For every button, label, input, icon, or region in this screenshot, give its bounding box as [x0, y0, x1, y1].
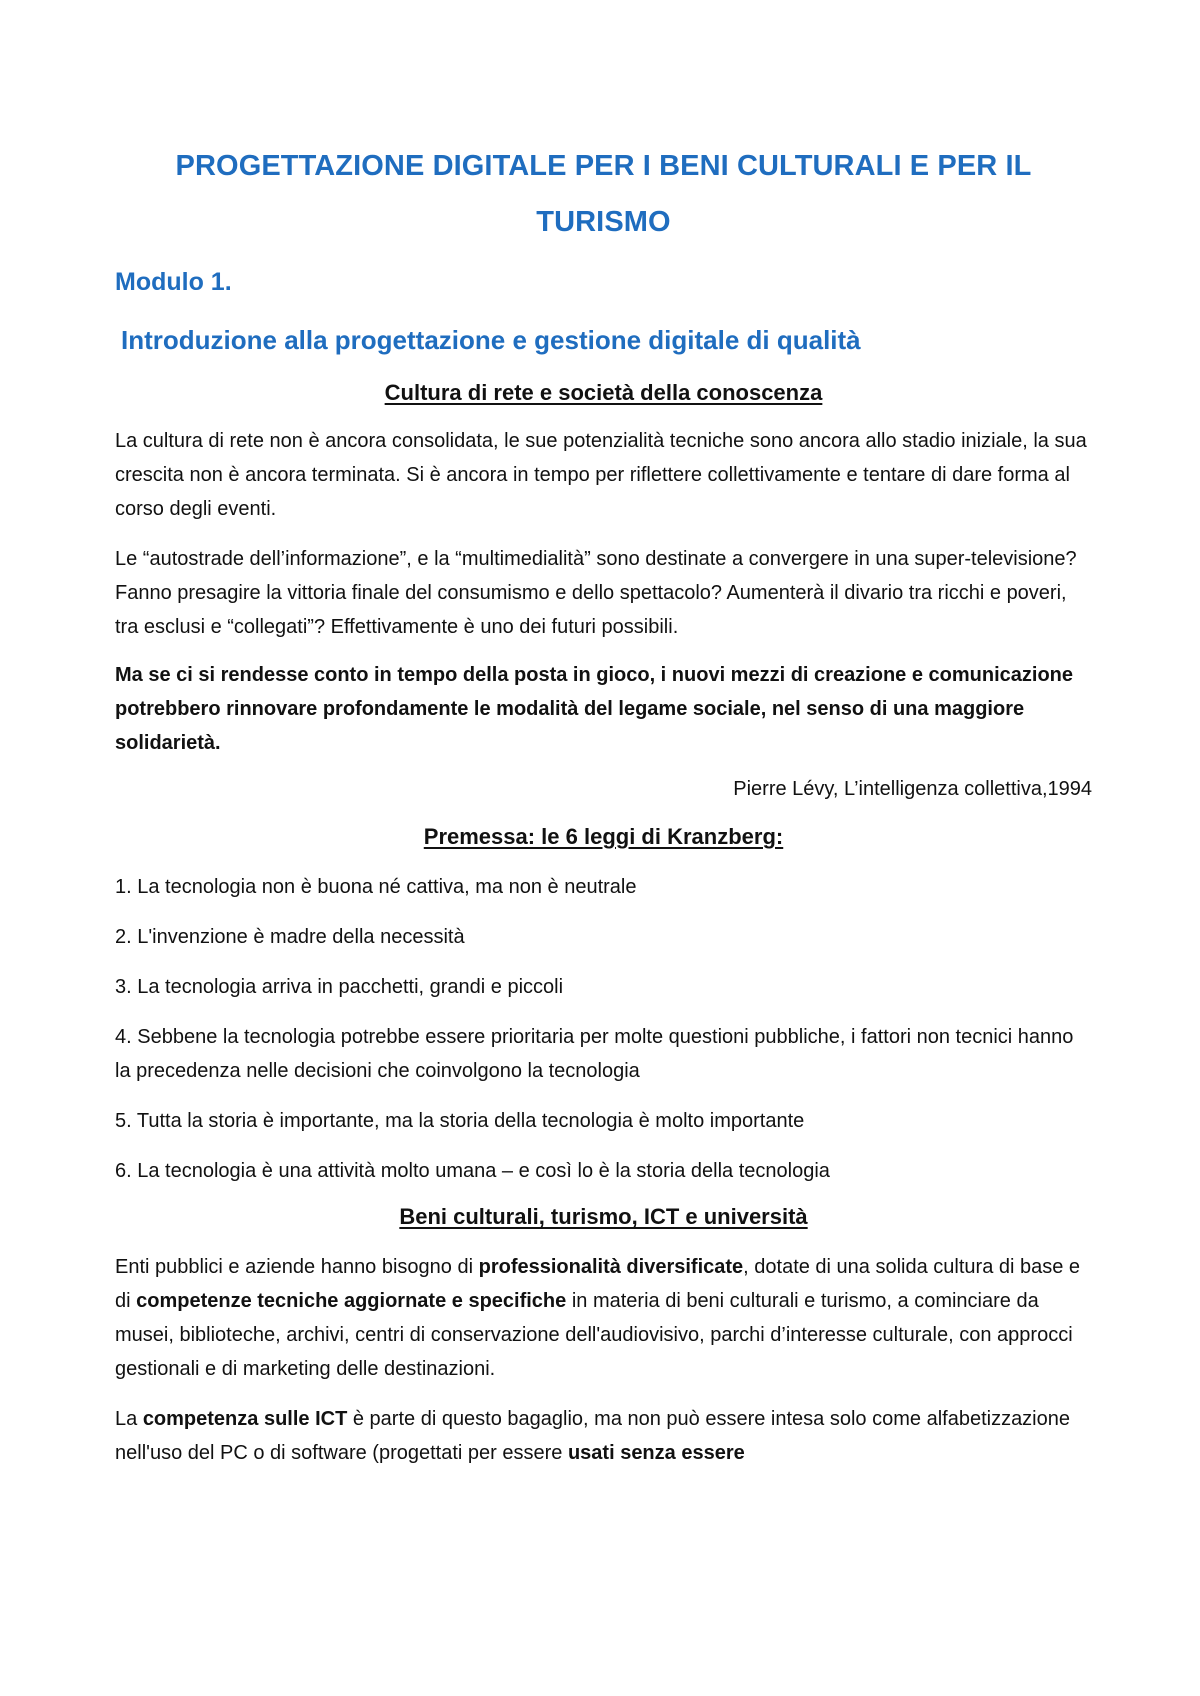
paragraph-cultura-1: La cultura di rete non è ancora consolidata, le sue potenzialità tecniche sono ancora allo stadio iniziale, la sua crescita non è ancora terminata. Si è ancora in tempo per riflettere collettivamente e tentare di dare forma al corso degli eventi.	[115, 430, 1087, 520]
paragraph-beni-1	[115, 1250, 1092, 1386]
law-item-5: 5. Tutta la storia è importante, ma la storia della tecnologia è molto importante	[115, 1110, 805, 1132]
law-item-1: 1. La tecnologia non è buona né cattiva, ma non è neutrale	[115, 876, 637, 898]
module-subtitle: Introduzione alla progettazione e gestione digitale di qualità	[121, 325, 861, 355]
section-heading-beni: Beni culturali, turismo, ICT e università	[399, 1204, 808, 1229]
paragraph-beni-2-text-1: La	[115, 1408, 143, 1430]
paragraph-cultura-quote: Ma se ci si rendesse conto in tempo della posta in gioco, i nuovi mezzi di creazione e comunicazione potrebbero rinnovare profondamente le modalità del legame sociale, nel senso di una maggiore solidarietà.	[115, 664, 1074, 754]
section-heading-cultura: Cultura di rete e società della conoscenza	[384, 380, 823, 405]
paragraph-beni-1-bold-2: competenze tecniche aggiornate e specifiche	[136, 1290, 567, 1312]
quote-attribution: Pierre Lévy, L’intelligenza collettiva,1994	[733, 778, 1092, 800]
paragraph-beni-1-text-1: Enti pubblici e aziende hanno bisogno di	[115, 1256, 479, 1278]
section-heading-premessa: Premessa: le 6 leggi di Kranzberg:	[423, 824, 784, 849]
law-item-4: 4. Sebbene la tecnologia potrebbe essere prioritaria per molte questioni pubbliche, i fattori non tecnici hanno la precedenza nelle decisioni che coinvolgono la tecnologia	[115, 1026, 1074, 1082]
module-label: Modulo 1.	[115, 268, 232, 296]
document-title	[115, 138, 1092, 250]
law-item-6: 6. La tecnologia è una attività molto umana – e così lo è la storia della tecnologia	[115, 1160, 830, 1182]
paragraph-cultura-2: Le “autostrade dell’informazione”, e la “multimedialità” sono destinate a convergere in una super-televisione? Fanno presagire la vittoria finale del consumismo e dello spettacolo? Aumenterà il divario tra ricchi e poveri, tra esclusi e “collegati”? Effettivamente è uno dei futuri possibili.	[115, 548, 1077, 638]
document-title-line-2: TURISMO	[536, 206, 671, 238]
law-item-2: 2. L'invenzione è madre della necessità	[115, 926, 465, 948]
paragraph-beni-2-bold-1: competenza sulle ICT	[142, 1408, 348, 1430]
paragraph-beni-2-bold-2: usati senza essere	[567, 1442, 745, 1464]
paragraph-beni-2	[115, 1402, 1092, 1470]
paragraph-beni-2-text-2: è parte di questo bagaglio, ma non può essere intesa solo come alfabetizzazione nell'uso del PC o di software (progettati per essere	[115, 1408, 1070, 1464]
paragraph-beni-1-bold-1: professionalità diversificate	[478, 1256, 744, 1278]
kranzberg-laws-list	[115, 870, 1092, 1188]
paragraph-beni-1-text-2: , dotate di una solida cultura di base e di	[115, 1256, 1081, 1312]
law-item-3: 3. La tecnologia arriva in pacchetti, grandi e piccoli	[115, 976, 564, 998]
document-title-line-1: PROGETTAZIONE DIGITALE PER I BENI CULTURALI E PER IL	[175, 150, 1032, 182]
paragraph-beni-1-text-3: in materia di beni culturali e turismo, a cominciare da musei, biblioteche, archivi, centri di conservazione dell'audiovisivo, parchi d’interesse culturale, con approcci gestionali e di marketing delle destinazioni.	[115, 1290, 1073, 1380]
